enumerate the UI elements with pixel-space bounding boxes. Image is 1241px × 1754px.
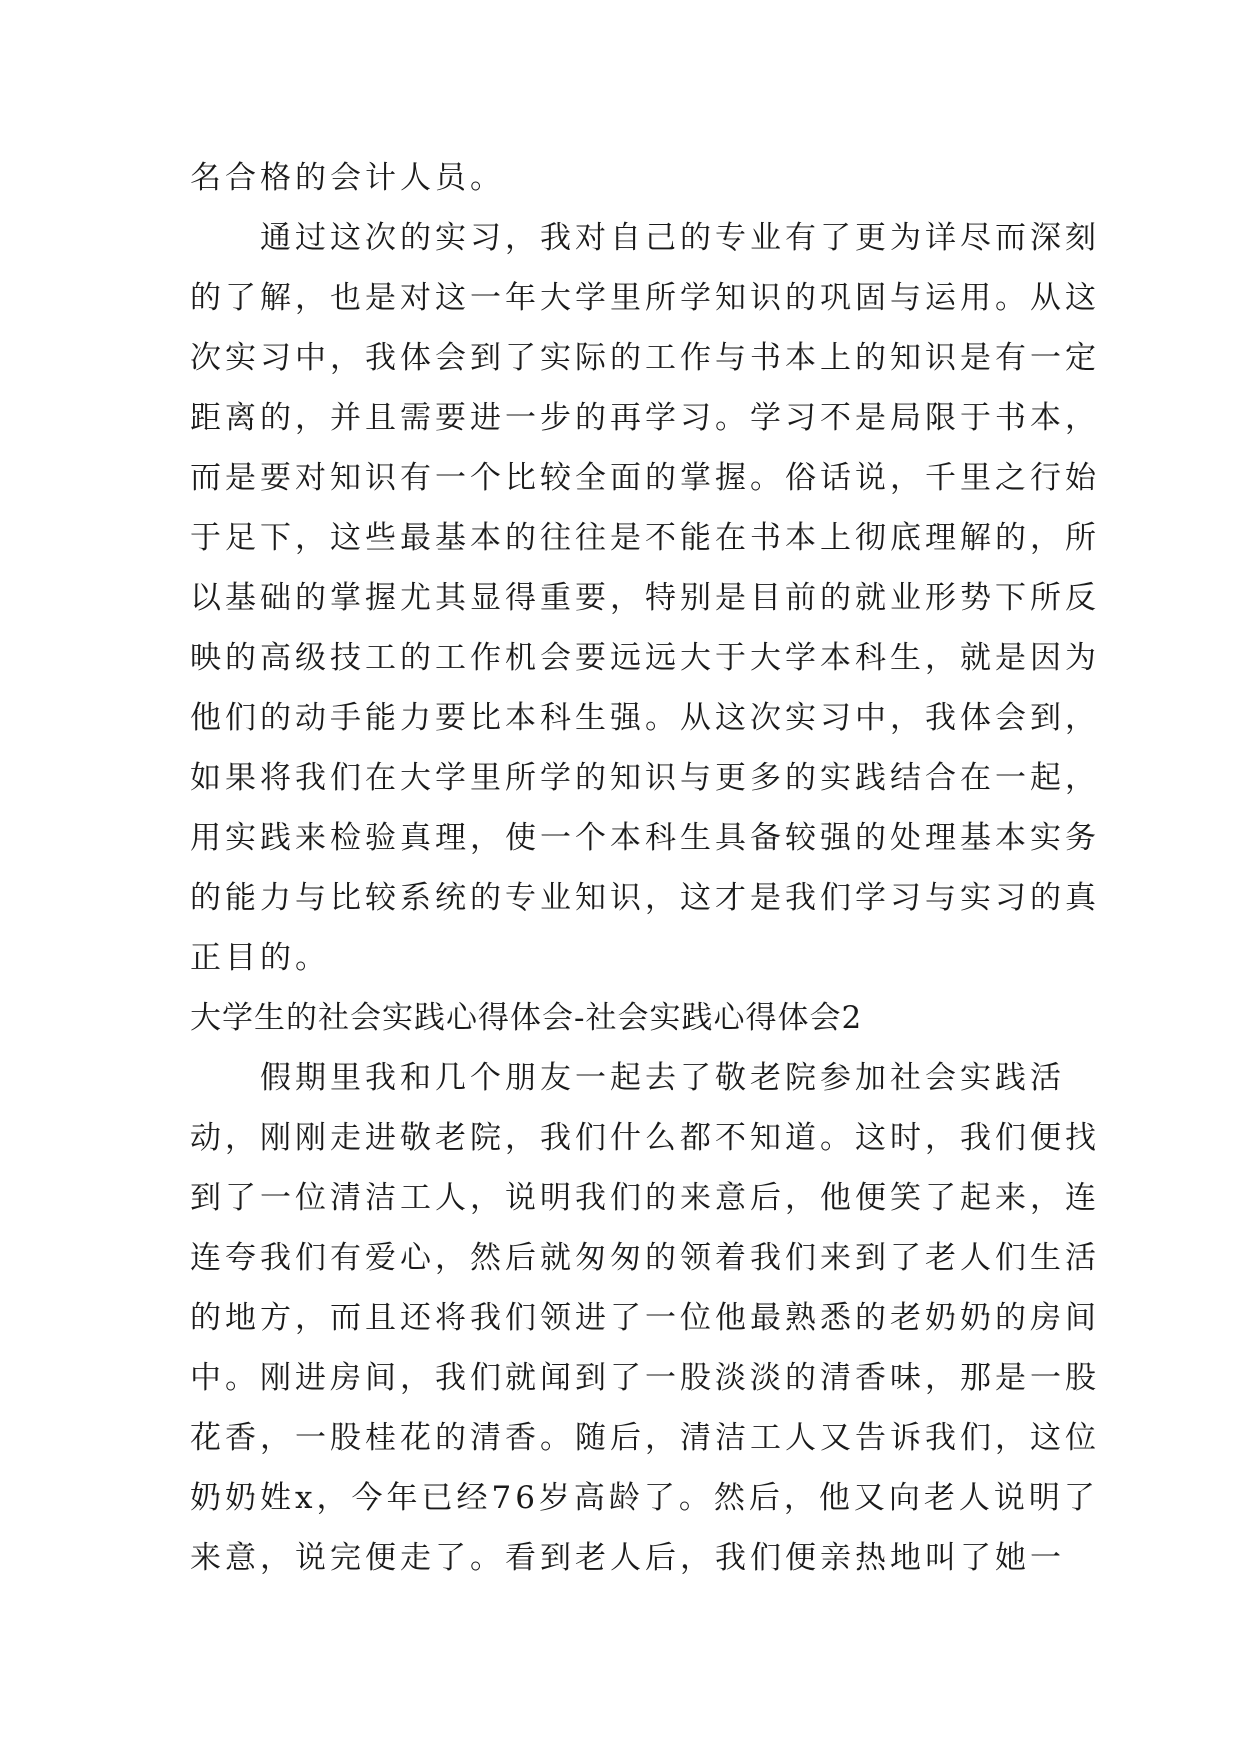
paragraph-line: 中。刚进房间，我们就闻到了一股淡淡的清香味，那是一股 bbox=[190, 1360, 1100, 1396]
paragraph-line: 用实践来检验真理，使一个本科生具备较强的处理基本实务 bbox=[190, 820, 1100, 856]
paragraph-line: 通过这次的实习，我对自己的专业有了更为详尽而深刻 bbox=[260, 220, 1100, 256]
section-title: 大学生的社会实践心得体会-社会实践心得体会2 bbox=[190, 1000, 863, 1036]
paragraph-line: 假期里我和几个朋友一起去了敬老院参加社会实践活 bbox=[260, 1060, 1065, 1096]
paragraph-line: 而是要对知识有一个比较全面的掌握。俗话说，千里之行始 bbox=[190, 460, 1100, 496]
paragraph-line: 名合格的会计人员。 bbox=[190, 160, 505, 196]
paragraph-line: 的能力与比较系统的专业知识，这才是我们学习与实习的真 bbox=[190, 880, 1100, 916]
paragraph-line: 到了一位清洁工人，说明我们的来意后，他便笑了起来，连 bbox=[190, 1180, 1100, 1216]
paragraph-line: 花香，一股桂花的清香。随后，清洁工人又告诉我们，这位 bbox=[190, 1420, 1100, 1456]
paragraph-line: 的地方，而且还将我们领进了一位他最熟悉的老奶奶的房间 bbox=[190, 1300, 1100, 1336]
paragraph-line: 以基础的掌握尤其显得重要，特别是目前的就业形势下所反 bbox=[190, 580, 1100, 616]
paragraph-line: 他们的动手能力要比本科生强。从这次实习中，我体会到， bbox=[190, 700, 1100, 736]
paragraph-line: 来意，说完便走了。看到老人后，我们便亲热地叫了她一 bbox=[190, 1540, 1065, 1576]
paragraph-line: 次实习中，我体会到了实际的工作与书本上的知识是有一定 bbox=[190, 340, 1100, 376]
paragraph-line: 连夸我们有爱心，然后就匆匆的领着我们来到了老人们生活 bbox=[190, 1240, 1100, 1276]
paragraph-line: 如果将我们在大学里所学的知识与更多的实践结合在一起， bbox=[190, 760, 1100, 796]
paragraph-line: 的了解，也是对这一年大学里所学知识的巩固与运用。从这 bbox=[190, 280, 1100, 316]
paragraph-line: 奶奶姓x，今年已经76岁高龄了。然后，他又向老人说明了 bbox=[190, 1480, 1099, 1516]
body-text bbox=[190, 148, 1100, 1588]
paragraph-line: 正目的。 bbox=[190, 940, 330, 976]
paragraph-line: 于足下，这些最基本的往往是不能在书本上彻底理解的，所 bbox=[190, 520, 1100, 556]
paragraph-line: 距离的，并且需要进一步的再学习。学习不是局限于书本， bbox=[190, 400, 1100, 436]
paragraph-line: 动，刚刚走进敬老院，我们什么都不知道。这时，我们便找 bbox=[190, 1120, 1100, 1156]
paragraph-line: 映的高级技工的工作机会要远远大于大学本科生，就是因为 bbox=[190, 640, 1100, 676]
